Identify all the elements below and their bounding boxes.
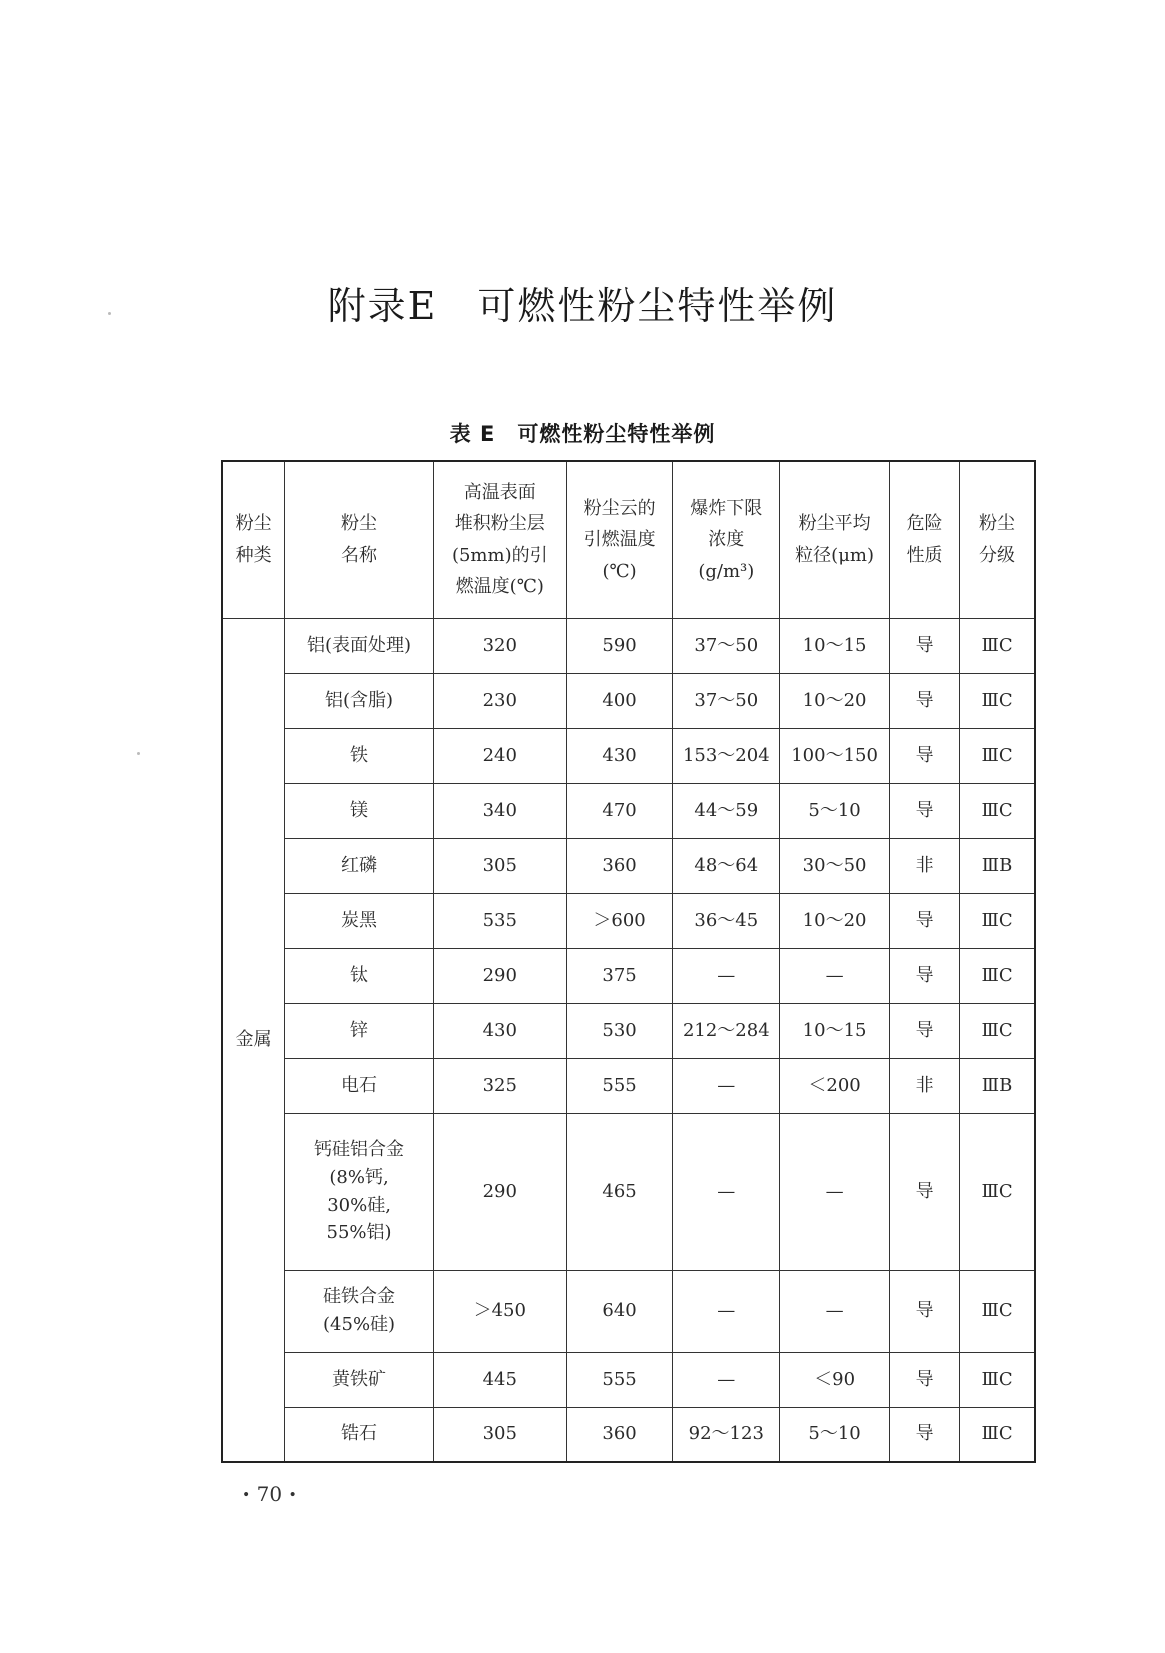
cell-dust-grade: ⅢC xyxy=(960,673,1035,728)
cell-particle-size: 100～150 xyxy=(780,728,890,783)
cell-line: 引燃温度 xyxy=(583,529,656,550)
table-row xyxy=(222,618,1035,673)
cell-hazard-nature: 导 xyxy=(890,1352,960,1407)
cell-line: 粉尘云的 xyxy=(583,497,656,519)
cell-cloud-temp: 360 xyxy=(566,1407,673,1462)
cell-dust-name xyxy=(285,728,434,783)
cell-line: 锆石 xyxy=(341,1423,378,1445)
cell-lel: 92～123 xyxy=(673,1407,780,1462)
cell-cloud-temp: 430 xyxy=(566,728,673,783)
cell-hazard-nature: 非 xyxy=(890,1058,960,1113)
header-dust-grade xyxy=(960,461,1035,618)
cell-dust-name xyxy=(285,673,434,728)
cell-line: 粉尘 xyxy=(979,513,1016,535)
cell-lel: 212～284 xyxy=(673,1003,780,1058)
cell-line: 钛 xyxy=(350,964,369,986)
table-row xyxy=(222,1113,1035,1270)
header-dust-name xyxy=(285,461,434,618)
cell-dust-grade: ⅢC xyxy=(960,1352,1035,1407)
cell-lel: — xyxy=(673,1352,780,1407)
cell-line: 钙硅铝合金 xyxy=(314,1138,405,1160)
cell-layer-temp: 305 xyxy=(433,838,566,893)
cell-line: 浓度 xyxy=(708,529,745,550)
cell-hazard-nature: 导 xyxy=(890,1270,960,1352)
cell-line: 粉尘平均 xyxy=(798,513,871,535)
cell-dust-name xyxy=(285,1407,434,1462)
cell-dust-grade: ⅢC xyxy=(960,1113,1035,1270)
cell-hazard-nature: 导 xyxy=(890,728,960,783)
cell-dust-grade: ⅢC xyxy=(960,1407,1035,1462)
header-lower-explosion-limit xyxy=(673,461,780,618)
cell-dust-name xyxy=(285,1058,434,1113)
cell-hazard-nature: 导 xyxy=(890,1407,960,1462)
cell-layer-temp: 325 xyxy=(433,1058,566,1113)
cell-dust-grade: ⅢC xyxy=(960,1003,1035,1058)
cell-dust-name xyxy=(285,838,434,893)
header-particle-size xyxy=(780,461,890,618)
cell-line: 粉尘 xyxy=(235,513,272,535)
cell-cloud-temp: 400 xyxy=(566,673,673,728)
cell-cloud-temp: 555 xyxy=(566,1058,673,1113)
cell-line: 30%硅, xyxy=(327,1194,391,1216)
cell-particle-size: 30～50 xyxy=(780,838,890,893)
cell-line: 名称 xyxy=(341,544,378,566)
cell-lel: 37～50 xyxy=(673,618,780,673)
cell-line: 红磷 xyxy=(341,854,378,876)
table-row xyxy=(222,728,1035,783)
cell-particle-size: 10～15 xyxy=(780,618,890,673)
cell-category: 金属 xyxy=(222,618,285,1462)
table-row xyxy=(222,838,1035,893)
cell-line: 爆炸下限 xyxy=(690,497,763,519)
cell-layer-temp: 230 xyxy=(433,673,566,728)
cell-line: (g/m³) xyxy=(698,560,755,582)
table-row xyxy=(222,948,1035,1003)
cell-dust-grade: ⅢC xyxy=(960,728,1035,783)
dust-properties-table xyxy=(221,460,1036,1463)
cell-cloud-temp: 470 xyxy=(566,783,673,838)
cell-layer-temp: 240 xyxy=(433,728,566,783)
cell-layer-temp: 340 xyxy=(433,783,566,838)
cell-layer-temp: 320 xyxy=(433,618,566,673)
cell-line: 55%铝) xyxy=(326,1222,392,1244)
table-header-row xyxy=(222,461,1035,618)
cell-particle-size: — xyxy=(780,1113,890,1270)
cell-particle-size: 10～20 xyxy=(780,673,890,728)
cell-cloud-temp: ＞600 xyxy=(566,893,673,948)
cell-dust-name xyxy=(285,1270,434,1352)
cell-cloud-temp: 640 xyxy=(566,1270,673,1352)
cell-line: 粒径(μm) xyxy=(795,544,874,566)
header-dust-type xyxy=(222,461,285,618)
header-layer-ignition-temp xyxy=(433,461,566,618)
cell-line: 铝(含脂) xyxy=(325,689,394,711)
cell-line: (5mm)的引 xyxy=(451,544,548,566)
cell-hazard-nature: 导 xyxy=(890,673,960,728)
cell-line: 高温表面 xyxy=(463,481,536,503)
cell-dust-name xyxy=(285,1113,434,1270)
cell-lel: — xyxy=(673,1058,780,1113)
cell-dust-name xyxy=(285,893,434,948)
page-bullet-right: • xyxy=(288,1487,297,1504)
cell-dust-name xyxy=(285,948,434,1003)
cell-layer-temp: 290 xyxy=(433,1113,566,1270)
cell-hazard-nature: 导 xyxy=(890,948,960,1003)
cell-layer-temp: 305 xyxy=(433,1407,566,1462)
cell-line: (℃) xyxy=(602,560,637,582)
cell-cloud-temp: 530 xyxy=(566,1003,673,1058)
scan-speck xyxy=(108,312,111,315)
cell-dust-name xyxy=(285,1003,434,1058)
table-body xyxy=(222,618,1035,1462)
cell-dust-grade: ⅢC xyxy=(960,948,1035,1003)
cell-particle-size: 10～20 xyxy=(780,893,890,948)
header-cloud-ignition-temp xyxy=(566,461,673,618)
table-row xyxy=(222,1407,1035,1462)
cell-hazard-nature: 导 xyxy=(890,783,960,838)
cell-lel: 36～45 xyxy=(673,893,780,948)
cell-line: (45%硅) xyxy=(323,1314,396,1335)
cell-particle-size: ＜90 xyxy=(780,1352,890,1407)
cell-particle-size: 5～10 xyxy=(780,1407,890,1462)
table-caption: 表 E 可燃性粉尘特性举例 xyxy=(449,422,716,446)
cell-particle-size: ＜200 xyxy=(780,1058,890,1113)
cell-lel: 44～59 xyxy=(673,783,780,838)
table-row xyxy=(222,1270,1035,1352)
cell-cloud-temp: 360 xyxy=(566,838,673,893)
cell-layer-temp: 445 xyxy=(433,1352,566,1407)
cell-line: 燃温度(℃) xyxy=(455,576,544,598)
cell-particle-size: 10～15 xyxy=(780,1003,890,1058)
cell-lel: — xyxy=(673,948,780,1003)
cell-line: 硅铁合金 xyxy=(323,1286,396,1308)
cell-cloud-temp: 375 xyxy=(566,948,673,1003)
cell-line: 锌 xyxy=(350,1019,369,1041)
cell-lel: — xyxy=(673,1270,780,1352)
cell-hazard-nature: 导 xyxy=(890,893,960,948)
cell-hazard-nature: 导 xyxy=(890,1003,960,1058)
cell-dust-name xyxy=(285,1352,434,1407)
cell-line: 镁 xyxy=(350,799,369,821)
cell-particle-size: — xyxy=(780,1270,890,1352)
header-hazard-nature xyxy=(890,461,960,618)
cell-dust-name xyxy=(285,618,434,673)
cell-layer-temp: 430 xyxy=(433,1003,566,1058)
cell-layer-temp: ＞450 xyxy=(433,1270,566,1352)
table-row xyxy=(222,783,1035,838)
cell-hazard-nature: 非 xyxy=(890,838,960,893)
cell-dust-grade: ⅢB xyxy=(960,1058,1035,1113)
page-title: 附录E 可燃性粉尘特性举例 xyxy=(327,284,838,328)
cell-lel: 37～50 xyxy=(673,673,780,728)
cell-hazard-nature: 导 xyxy=(890,1113,960,1270)
cell-line: 黄铁矿 xyxy=(332,1368,387,1390)
cell-cloud-temp: 555 xyxy=(566,1352,673,1407)
cell-line: 分级 xyxy=(979,544,1016,566)
cell-lel: 153～204 xyxy=(673,728,780,783)
cell-line: 堆积粉尘层 xyxy=(454,513,545,535)
scan-speck xyxy=(137,752,140,755)
table-row xyxy=(222,673,1035,728)
cell-line: 铁 xyxy=(350,744,369,766)
cell-line: 铝(表面处理) xyxy=(307,634,412,656)
page-bullet-left: • xyxy=(242,1487,251,1504)
cell-line: 电石 xyxy=(341,1074,378,1096)
cell-line: 种类 xyxy=(235,544,272,566)
cell-dust-grade: ⅢC xyxy=(960,618,1035,673)
cell-dust-name xyxy=(285,783,434,838)
table-row xyxy=(222,893,1035,948)
table-row xyxy=(222,1058,1035,1113)
table-row xyxy=(222,1352,1035,1407)
cell-line: (8%钙, xyxy=(329,1166,389,1188)
cell-hazard-nature: 导 xyxy=(890,618,960,673)
cell-layer-temp: 535 xyxy=(433,893,566,948)
cell-dust-grade: ⅢC xyxy=(960,893,1035,948)
cell-particle-size: 5～10 xyxy=(780,783,890,838)
cell-lel: — xyxy=(673,1113,780,1270)
cell-lel: 48～64 xyxy=(673,838,780,893)
page-number xyxy=(242,1482,297,1506)
cell-layer-temp: 290 xyxy=(433,948,566,1003)
cell-particle-size: — xyxy=(780,948,890,1003)
cell-dust-grade: ⅢB xyxy=(960,838,1035,893)
cell-line: 炭黑 xyxy=(341,909,378,931)
page-number-value: 70 xyxy=(256,1482,283,1506)
cell-dust-grade: ⅢC xyxy=(960,783,1035,838)
cell-line: 性质 xyxy=(906,544,943,566)
cell-cloud-temp: 590 xyxy=(566,618,673,673)
cell-dust-grade: ⅢC xyxy=(960,1270,1035,1352)
table-row xyxy=(222,1003,1035,1058)
cell-line: 危险 xyxy=(906,513,943,535)
cell-cloud-temp: 465 xyxy=(566,1113,673,1270)
cell-line: 粉尘 xyxy=(341,513,378,535)
